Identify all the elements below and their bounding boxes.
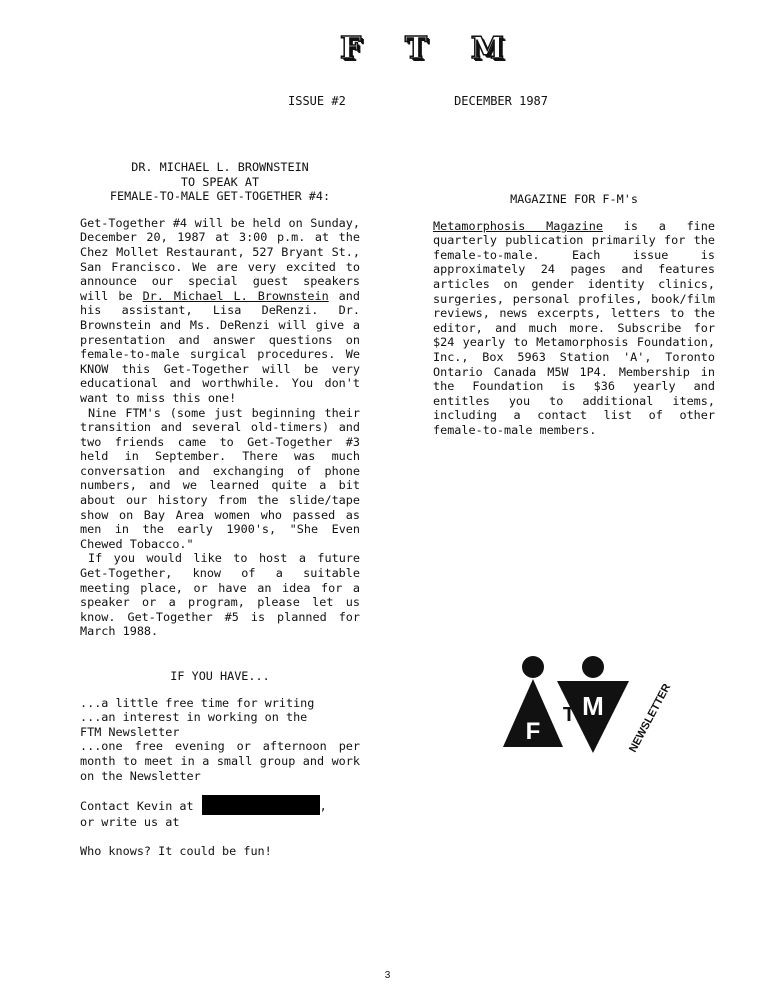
logo-newsletter-word: NEWSLETTER [627,681,674,755]
ftm-newsletter-logo [495,655,674,765]
logo-letter-t: T [562,704,576,726]
logo-head-left [522,656,544,678]
write-text: or write us at [80,815,180,830]
page-number: 3 [384,970,391,981]
issue-line [288,94,548,108]
masthead-letter-f: F [340,30,363,66]
speaker-name: Dr. Michael L. Brownstein [142,288,329,303]
paragraph-1-text-b: and his assistant, Lisa DeRenzi. Dr. Brownstein and Ms. DeRenzi will give a presentation and answer questions on female-to-male surgical procedures. We KNOW this Get-Together will be very educational and worthwhile. You don't want to miss this one! [80,288,360,405]
left-column [80,160,360,858]
redacted-phone [202,795,320,815]
masthead-letter-t: T [404,30,429,66]
get-together-paragraph-3: If you would like to host a future Get-Together, know of a suitable meeting place, or have an idea for a speaker or a program, please let us know. Get-Together #5 is planned for March 1988. [80,551,360,639]
logo-letter-m: M [582,691,604,721]
if-you-have-heading: IF YOU HAVE... [170,669,270,683]
magazine-paragraph [433,219,715,438]
if-you-have-item-2: ...an interest in working on the FTM Newsletter [80,710,308,739]
issue-number: ISSUE #2 [288,94,346,108]
get-together-paragraph-1 [80,216,360,406]
if-you-have-item-1: ...a little free time for writing [80,695,315,710]
if-you-have-item-3: ...one free evening or afternoon per month to meet in a small group and work on the Newsletter [80,739,360,783]
closing-line: Who knows? It could be fun! [80,843,272,858]
masthead-logo [340,30,505,66]
contact-comma: , [319,799,327,814]
right-column [433,192,715,438]
issue-date: DECEMBER 1987 [454,94,548,108]
magazine-body: is a fine quarterly publication primarily for the female-to-male. Each issue is approximately 24 pages and features articles on gender identity clinics, surgeries, personal profiles, book/film reviews, news excerpts, letters to the editor, and much more. Subscribe for $24 yearly to Metamorphosis Foundation, Inc., Box 5963 Station 'A', Toronto Ontario Canada M5W 1P4. Membership in the Foundation is $36 yearly and entitles you to additional items, including a contact list of other female-to-male members. [433,218,715,437]
logo-letter-f: F [525,718,541,745]
contact-text: Contact Kevin at [80,799,194,814]
get-together-heading: DR. MICHAEL L. BROWNSTEIN TO SPEAK AT FEMALE-TO-MALE GET-TOGETHER #4: [109,160,331,204]
magazine-heading: MAGAZINE FOR F-M's [510,192,638,206]
magazine-name: Metamorphosis Magazine [433,218,603,233]
paragraph-1-text-a: Get-Together #4 will be held on Sunday, December 20, 1987 at 3:00 p.m. at the Chez Mollet Restaurant, 527 Bryant St., San Francisco. We are very excited to announce our special guest speakers will be [80,215,360,303]
contact-block [80,795,360,830]
logo-head-right [582,656,604,678]
get-together-paragraph-2: Nine FTM's (some just beginning their transition and several old-timers) and two friends came to Get-Together #3 held in September. There was much conversation and exchanging of phone numbers, and we learned quite a bit about our history from the slide/tape show on Bay Area women who passed as men in the early 1900's, "She Even Chewed Tobacco." [80,405,360,551]
masthead-letter-m: M [470,30,505,66]
